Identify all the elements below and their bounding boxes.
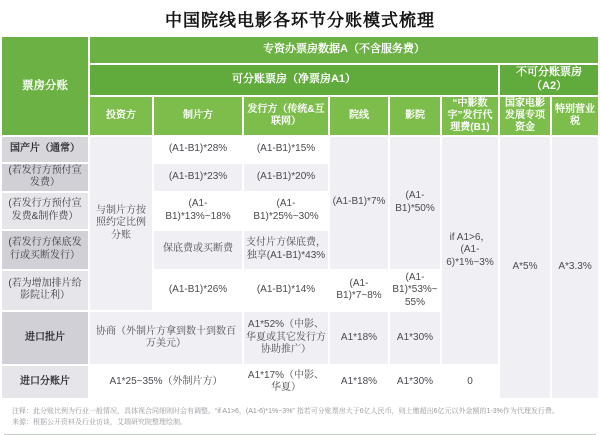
page-title: 中国院线电影各环节分账模式梳理 — [165, 11, 435, 30]
table-row — [2, 137, 598, 162]
cell-r5-producer: (A1-B1)*26% — [154, 271, 242, 311]
cell-r5-chain: (A1-B1)*7~8% — [330, 271, 388, 311]
col-header-investor: 投资方 — [90, 97, 152, 135]
cell-r7-chain: A1*18% — [330, 366, 388, 398]
cell-r6-distributor: A1*52%（中影、华夏或其它发行方协助推广） — [244, 312, 328, 364]
divisible-header: 可分账票房（净票房A1） — [90, 65, 498, 95]
corner-header: 票房分账 — [2, 37, 88, 135]
row-label-import-share: 进口分账片 — [2, 366, 88, 398]
col-header-tax: 特别营业税 — [552, 97, 598, 135]
table-row — [2, 37, 598, 63]
row-label-prepaid-pa: (若发行方预付宣发费） — [2, 164, 88, 191]
cell-fund-merged: A*5% — [500, 137, 550, 399]
cell-investor-merged: 与制片方按照约定比例分账 — [90, 137, 152, 311]
cell-r1-producer: (A1-B1)*28% — [154, 137, 242, 162]
cell-r2-producer: (A1-B1)*23% — [154, 164, 242, 191]
row-label-prepaid-pa-prod: (若发行方预付宣发费&制作费） — [2, 193, 88, 229]
cell-r6-chain: A1*18% — [330, 312, 388, 364]
cell-r6-theater: A1*30% — [390, 312, 440, 364]
footnote-annotation: 注释：此分账比例为行业一般情况，具体视合同细则时会有调整。“if A1>6，(A1-6)*1%~3%” 指若可分账票房大于6亿人民币，则上缴超出6亿元以外金额的1-3%作为代理发行费。 — [12, 408, 559, 415]
revenue-share-table — [0, 35, 600, 400]
cell-r3-distributor: (A1-B1)*25%~30% — [244, 193, 328, 229]
cell-r2-distributor: (A1-B1)*20% — [244, 164, 328, 191]
cell-tax-merged: A*3.3% — [552, 137, 598, 399]
table-row — [2, 97, 598, 135]
cell-b1-merged: if A1>6，(A1-6)*1%~3% — [442, 137, 498, 365]
row-label-import-flat: 进口批片 — [2, 312, 88, 364]
cell-r4-distributor: 支付片方保底费，独享(A1-B1)*43% — [244, 231, 328, 269]
cell-r6-negotiated: 协商（外制片方拿到数十到数百万美元） — [90, 312, 242, 364]
cell-chain-merged: (A1-B1)*7% — [330, 137, 388, 269]
table-row — [2, 65, 598, 95]
row-label-domestic: 国产片（通常） — [2, 137, 88, 162]
col-header-theater: 影院 — [390, 97, 440, 135]
col-header-distributor: 发行方（传统&互联网） — [244, 97, 328, 135]
row-label-guarantee: (若发行方保底发行或买断发行） — [2, 231, 88, 269]
cell-r7-b1: 0 — [442, 366, 498, 398]
cell-r5-theater: (A1-B1)*53%~55% — [390, 271, 440, 311]
cell-theater-merged: (A1-B1)*50% — [390, 137, 440, 269]
cell-r5-distributor: (A1-B1)*14% — [244, 271, 328, 311]
cell-r7-theater: A1*30% — [390, 366, 440, 398]
col-header-producer: 制片方 — [154, 97, 242, 135]
cell-r4-producer: 保底费或买断费 — [154, 231, 242, 269]
top-header: 专资办票房数据A（不含服务费） — [90, 37, 598, 63]
footnotes — [12, 407, 588, 429]
cell-r7-negotiated: A1*25~35%（外制片方） — [90, 366, 242, 398]
row-label-theater-concession: (若为增加排片给影院让利） — [2, 271, 88, 311]
cell-r7-distributor: A1*17%（中影、华夏） — [244, 366, 328, 398]
non-divisible-header: 不可分账票房（A2） — [500, 65, 598, 95]
footnote-source: 来源：根据公开资料及行业访谈，艾瑞研究院整理绘制。 — [12, 418, 187, 426]
col-header-b1-fee: “中影数字”发行代理费(B1) — [442, 97, 498, 135]
col-header-fund: 国家电影发展专项资金 — [500, 97, 550, 135]
col-header-chain: 院线 — [330, 97, 388, 135]
cell-r3-producer: (A1-B1)*13%~18% — [154, 193, 242, 229]
cell-r1-distributor: (A1-B1)*15% — [244, 137, 328, 162]
